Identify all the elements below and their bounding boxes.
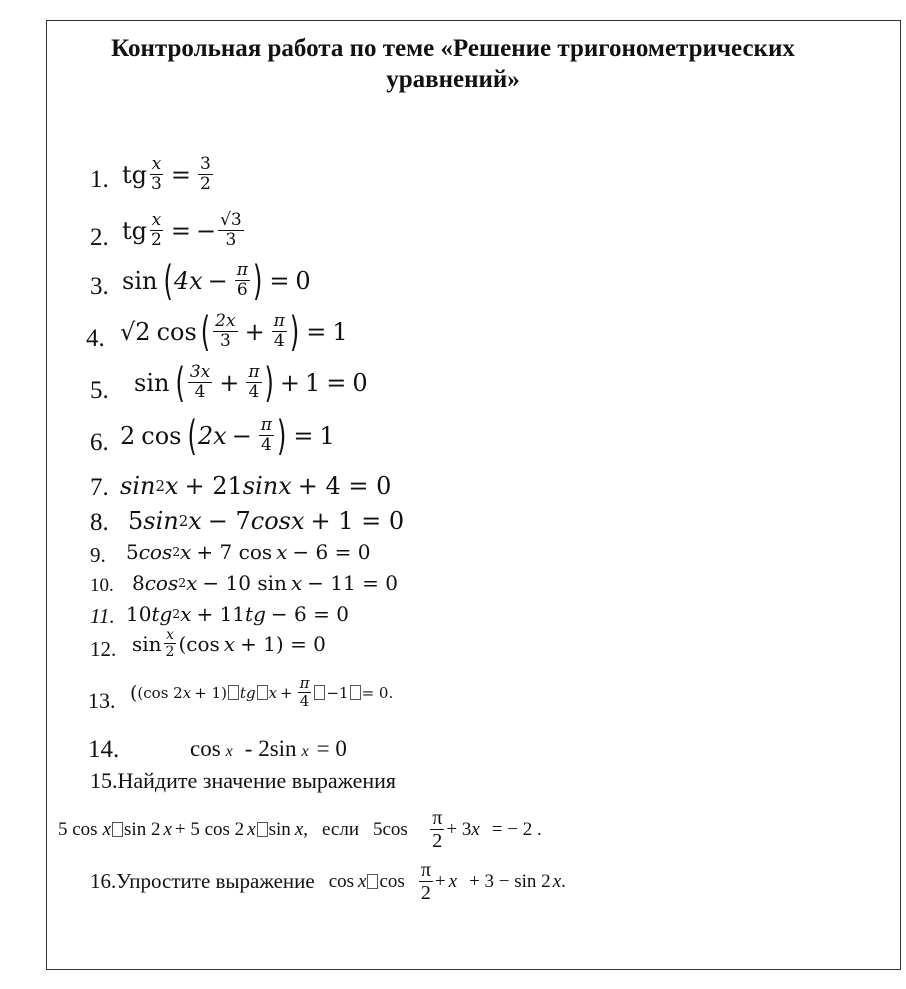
equation-expression: √2 cos ( $\frac{2x}{3}$ + $\frac{\pi}{4}$ ) = 1 bbox=[120, 307, 348, 356]
placeholder-box bbox=[350, 685, 361, 700]
item-number: 8. bbox=[90, 509, 109, 536]
equation-expression: ( (cos 2 x + 1) tg x + $\frac{\pi}{4}$ −1 = 0. bbox=[130, 674, 394, 710]
equation-expression: 5 cos 2 x + 7 cos x − 6 = 0 bbox=[126, 540, 371, 564]
item-number: 5. bbox=[90, 377, 109, 404]
item-number: 12. bbox=[90, 637, 117, 661]
equation-expression: sin $\frac{x}{2}$ (cos x + 1) = 0 bbox=[132, 627, 326, 660]
equation-expression: 2 cos ( 2x − $\frac{\pi}{4}$ ) = 1 bbox=[120, 411, 335, 460]
item-number: 10. bbox=[90, 575, 114, 596]
equation-expression: tg $\frac{x}{2}$ = − $\frac{√3}{3}$ bbox=[122, 210, 242, 250]
item-number: 9. bbox=[90, 543, 106, 567]
task-15-heading: 15.Найдите значение выражения bbox=[90, 768, 397, 793]
item-number: 7. bbox=[90, 474, 109, 501]
placeholder-box bbox=[228, 685, 239, 700]
equation-expression: 5 sin 2 x − 7 cosx + 1 = 0 bbox=[128, 507, 405, 535]
document-title-continued: уравнений» bbox=[386, 66, 520, 93]
equation-expression: sin 2 x + 21 sinx + 4 = 0 bbox=[120, 472, 392, 500]
placeholder-box bbox=[257, 685, 268, 700]
equation-expression: sin ( 4x − $\frac{\pi}{6}$ ) = 0 bbox=[122, 256, 311, 305]
item-number: 3. bbox=[90, 273, 109, 300]
equation-expression: 10 tg 2 x + 11 tg − 6 = 0 bbox=[126, 602, 349, 626]
equation-expression: sin ( $\frac{3x}{4}$ + $\frac{\pi}{4}$ ) + 1 = 0 bbox=[134, 358, 368, 407]
document-title: Контрольная работа по теме «Решение тригонометрических bbox=[111, 35, 795, 62]
item-number: 14. bbox=[88, 736, 120, 763]
item-number: 11. bbox=[90, 604, 115, 628]
equation-expression: cos x - 2sin x = 0 bbox=[190, 736, 347, 761]
item-number: 2. bbox=[90, 224, 109, 251]
equation-expression: 8 cos 2 x − 10 sin x − 11 = 0 bbox=[132, 571, 398, 595]
item-number: 13. bbox=[88, 688, 116, 713]
item-number: 1. bbox=[90, 166, 109, 193]
placeholder-box bbox=[367, 874, 378, 889]
task-15-expression: 5 cos x sin 2 x + 5 cos 2 x sin x , если 5cos ( $\frac{\pi}{2}$ + 3 x = − 2 . bbox=[58, 807, 542, 852]
placeholder-box bbox=[257, 822, 268, 837]
item-number: 4. bbox=[86, 325, 105, 352]
placeholder-box bbox=[112, 822, 123, 837]
equation-expression: tg $\frac{x}{3}$ = $\frac{3}{2}$ bbox=[122, 154, 211, 194]
task-16-expression: 16. Упростите выражение cos x cos $\frac{\pi}{2}$ + x + 3 − sin 2 x . bbox=[90, 859, 566, 904]
item-number: 6. bbox=[90, 429, 109, 456]
placeholder-box bbox=[314, 685, 325, 700]
